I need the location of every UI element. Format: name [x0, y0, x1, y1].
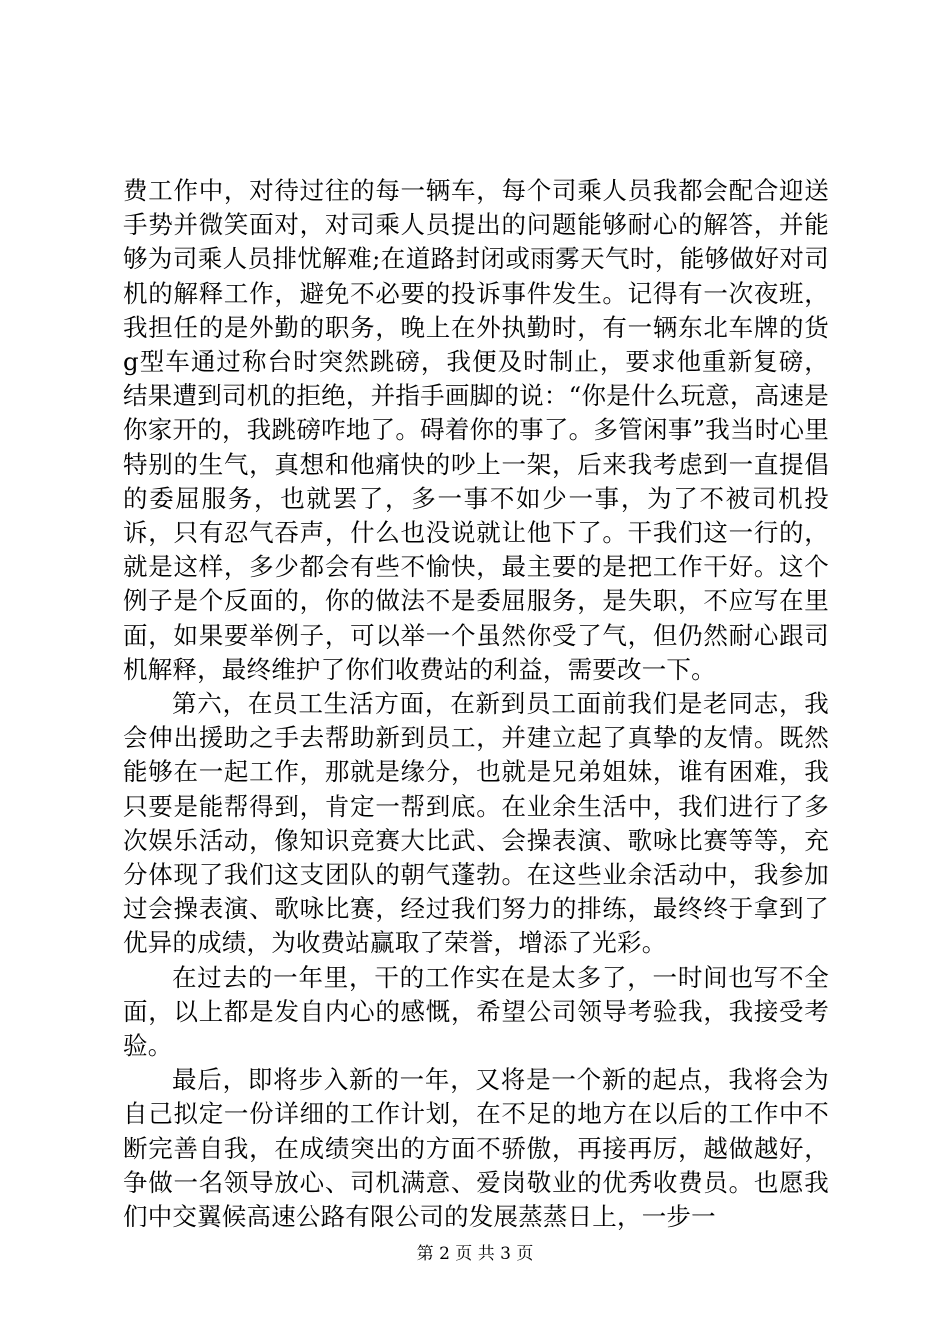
- document-body: [123, 174, 829, 1234]
- page-footer: [0, 1244, 950, 1264]
- paragraph-2: 第六，在员工生活方面，在新到员工面前我们是老同志，我会伸出援助之手去帮助新到员工，并建立起了真挚的友情。既然能够在一起工作，那就是缘分，也就是兄弟姐妹，谁有困难，我只要是能帮得到，肯定一帮到底。在业余生活中，我们进行了多次娱乐活动，像知识竞赛大比武、会操表演、歌咏比赛等等，充分体现了我们这支团队的朝气蓬勃。在这些业余活动中，我参加过会操表演、歌咏比赛，经过我们努力的排练，最终终于拿到了优异的成绩，为收费站赢取了荣誉，增添了光彩。: [123, 689, 829, 958]
- paragraph-3: 在过去的一年里，干的工作实在是太多了，一时间也写不全面，以上都是发自内心的感慨，希望公司领导考验我，我接受考验。: [123, 962, 829, 1061]
- page-number-label: 第 2 页 共 3 页: [416, 1244, 534, 1264]
- paragraph-4: 最后，即将步入新的一年，又将是一个新的起点，我将会为自己拟定一份详细的工作计划，在不足的地方在以后的工作中不断完善自我，在成绩突出的方面不骄傲，再接再厉，越做越好，争做一名领导放心、司机满意、爱岗敬业的优秀收费员。也愿我们中交翼候高速公路有限公司的发展蒸蒸日上，一步一: [123, 1065, 829, 1232]
- paragraph-1: 费工作中，对待过往的每一辆车，每个司乘人员我都会配合迎送手势并微笑面对，对司乘人员提出的问题能够耐心的解答，并能够为司乘人员排忧解难;在道路封闭或雨雾天气时，能够做好对司机的解释工作，避免不必要的投诉事件发生。记得有一次夜班，我担任的是外勤的职务，晚上在外执勤时，有一辆东北车牌的货g型车通过称台时突然跳磅，我便及时制止，要求他重新复磅，结果遭到司机的拒绝，并指手画脚的说：“你是什么玩意，高速是你家开的，我跳磅咋地了。碍着你的事了。多管闲事”我当时心里特别的生气，真想和他痛快的吵上一架，后来我考虑到一直提倡的委屈服务，也就罢了，多一事不如少一事，为了不被司机投诉，只有忍气吞声，什么也没说就让他下了。干我们这一行的，就是这样，多少都会有些不愉快，最主要的是把工作干好。这个例子是个反面的，你的做法不是委屈服务，是失职，不应写在里面，如果要举例子，可以举一个虽然你受了气，但仍然耐心跟司机解释，最终维护了你们收费站的利益，需要改一下。: [123, 176, 829, 684]
